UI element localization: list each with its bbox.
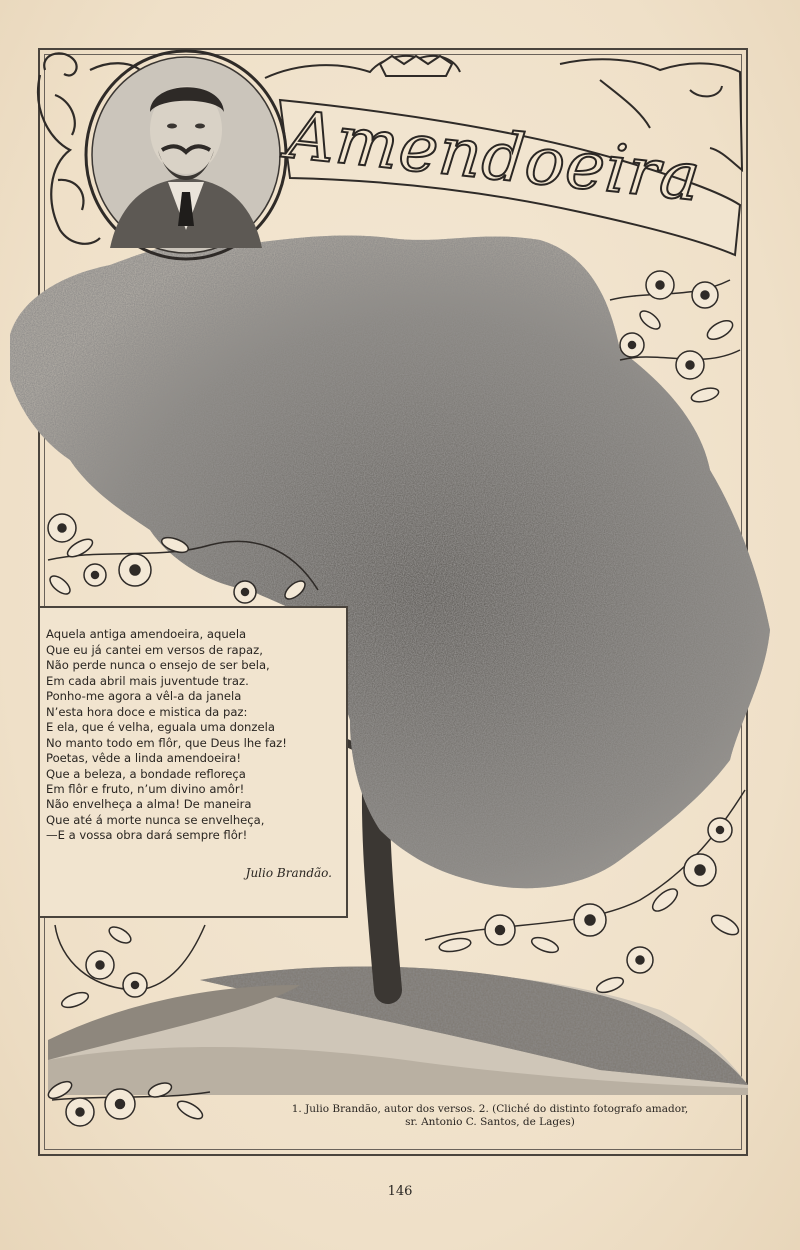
poem-line: Que até á morte nunca se envelheça, [46,812,265,827]
poem-line: Aquela antiga amendoeira, aquela [46,627,247,641]
poem-line: Que eu já cantei em versos de rapaz, [46,642,263,657]
poem-stanza-4 [46,797,264,844]
poem-line: Poetas, vêde a linda amendoeira! [46,751,241,765]
poem-stanza-1 [46,627,270,689]
poem-line: —E a vossa obra dará sempre flôr! [46,828,248,842]
poem-author: Julio Brandão. [245,866,332,880]
poem-line: Em cada abril mais juventude traz. [46,673,249,688]
poem-line: Que a beleza, a bondade refloreça [46,766,246,781]
photo-caption [250,1103,730,1129]
page-number: 146 [387,1184,413,1199]
portrait-medallion [86,51,286,259]
article-title: Amendoeira [283,96,705,217]
poem-stanza-3 [46,751,246,798]
caption-line-1: 1. Julio Brandão, autor dos versos. 2. (Cliché do distinto fotografo amador, [291,1103,689,1115]
poem-line: Em flôr e fruto, n’um divino amôr! [46,782,245,796]
poem-line: N’esta hora doce e mistica da paz: [46,704,248,719]
poem-line: Não perde nunca o ensejo de ser bela, [46,658,270,672]
poem-line: Ponho-me agora a vêl-a da janela [46,689,242,703]
poem-line: No manto todo em flôr, que Deus lhe faz! [46,735,287,750]
caption-line-2: sr. Antonio C. Santos, de Lages) [405,1116,575,1128]
poem-line: Não envelheça a alma! De maneira [46,797,252,811]
poem-line: E ela, que é velha, eguala uma donzela [46,720,275,734]
poem-stanza-2 [46,689,287,751]
